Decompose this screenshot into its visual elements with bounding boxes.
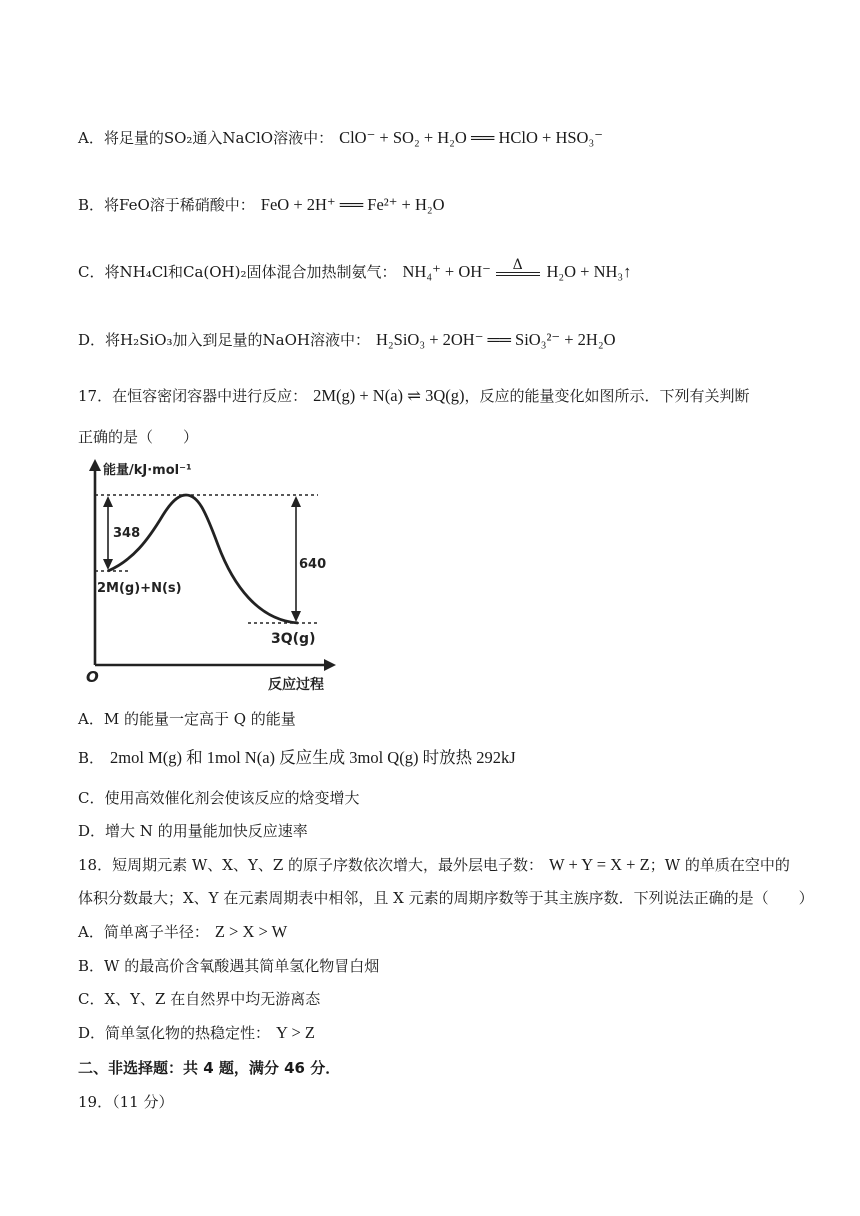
q17-option-c: C．使用高效催化剂会使该反应的焓变增大 (78, 789, 360, 807)
q18-stem-equation: W + Y = X + Z (549, 855, 650, 874)
q16-c-text: C． (78, 263, 105, 281)
q16-c-equation-left: NH₄⁺ + OH⁻ (402, 262, 491, 281)
q17-stem-suffix: ，反应的能量变化如图所示．下列有关判断 (464, 387, 750, 405)
q18-stem-line1 (78, 855, 790, 875)
origin-label: O (86, 668, 99, 686)
q16-option-d (78, 330, 616, 350)
q18-option-d (78, 1023, 315, 1043)
q17-stem-equation: 2M(g) + N(a) ⇌ 3Q(g) (313, 386, 465, 405)
q18-a-label: A．简单离子半径： (78, 923, 209, 941)
q16-a-text: A． (78, 129, 104, 147)
q18-d-label: D．简单氢化物的热稳定性： (78, 1024, 271, 1042)
y-axis-label: 能量/kJ·mol⁻¹ (103, 463, 192, 478)
q17-stem-line1 (78, 386, 750, 406)
q16-c-equation-right: H₂O + NH₃↑ (546, 262, 632, 281)
q19-heading: 19．（11 分） (78, 1093, 174, 1111)
q18-stem-prefix: 18．短周期元素 W、X、Y、Z 的原子序数依次增大，最外层电子数： (78, 856, 544, 874)
q18-option-b: B．W 的最高价含氧酸遇其简单氢化物冒白烟 (78, 957, 380, 975)
q17-b-label: B． (78, 749, 105, 767)
peak-product-label: 640 (299, 557, 327, 572)
q17-stem-line2: 正确的是（ ） (78, 428, 199, 446)
energy-curve (108, 495, 298, 623)
x-axis-label: 反应过程 (268, 677, 324, 693)
q16-d-text: D． (78, 331, 106, 349)
q17-b-text: 2mol M(g) 和 1mol N(a) 反应生成 3mol Q(g) 时放热 292kJ (110, 748, 516, 767)
q18-option-a (78, 922, 287, 942)
q16-d-desc: 将H₂SiO₃加入到足量的NaOH溶液中： (105, 331, 370, 349)
q16-c-desc: 将NH₄Cl和Ca(OH)₂固体混合加热制氨气： (104, 263, 397, 281)
q16-a-equation: ClO⁻ + SO₂ + H₂O ══ HClO + HSO₃⁻ (339, 128, 603, 147)
product-label: 3Q(g) (271, 631, 316, 647)
q17-option-d: D．增大 N 的用量能加快反应速率 (78, 822, 308, 840)
q16-a-desc: 将足量的SO₂通入NaClO溶液中： (103, 129, 334, 147)
q18-d-equation: Y > Z (276, 1023, 315, 1042)
reactant-label: 2M(g)+N(s) (97, 581, 182, 596)
q16-d-equation: H₂SiO₃ + 2OH⁻ ══ SiO₃²⁻ + 2H₂O (375, 330, 616, 349)
q16-option-b (78, 195, 445, 215)
activation-energy-label: 348 (113, 526, 141, 541)
q16-b-equation: FeO + 2H⁺ ══ Fe²⁺ + H₂O (260, 195, 445, 214)
q16-b-text: B． (78, 196, 105, 214)
q17-option-b (78, 748, 516, 768)
section-2-heading: 二、非选择题：共 4 题，满分 46 分． (78, 1059, 341, 1077)
q18-stem-line2: 体积分数最大；X、Y 在元素周期表中相邻，且 X 元素的周期序数等于其主族序数．下列说法正确的是（ ） (78, 889, 814, 907)
q16-b-desc: 将FeO溶于稀硝酸中： (104, 196, 255, 214)
q16-c-delta: Δ (512, 256, 523, 273)
energy-diagram (78, 455, 368, 695)
q16-option-c (78, 256, 632, 282)
y-axis-arrow (89, 459, 101, 471)
q18-a-equation: Z > X > W (214, 922, 288, 941)
q16-c-heat-arrow (496, 256, 540, 276)
q16-option-a (78, 128, 603, 148)
q17-option-a: A．M 的能量一定高于 Q 的能量 (78, 710, 296, 728)
x-axis-arrow (324, 659, 336, 671)
q18-option-c: C．X、Y、Z 在自然界中均无游离态 (78, 990, 321, 1008)
q17-stem-prefix: 17．在恒容密闭容器中进行反应： (78, 387, 308, 405)
q18-stem-suffix: ；W 的单质在空中的 (649, 856, 790, 874)
